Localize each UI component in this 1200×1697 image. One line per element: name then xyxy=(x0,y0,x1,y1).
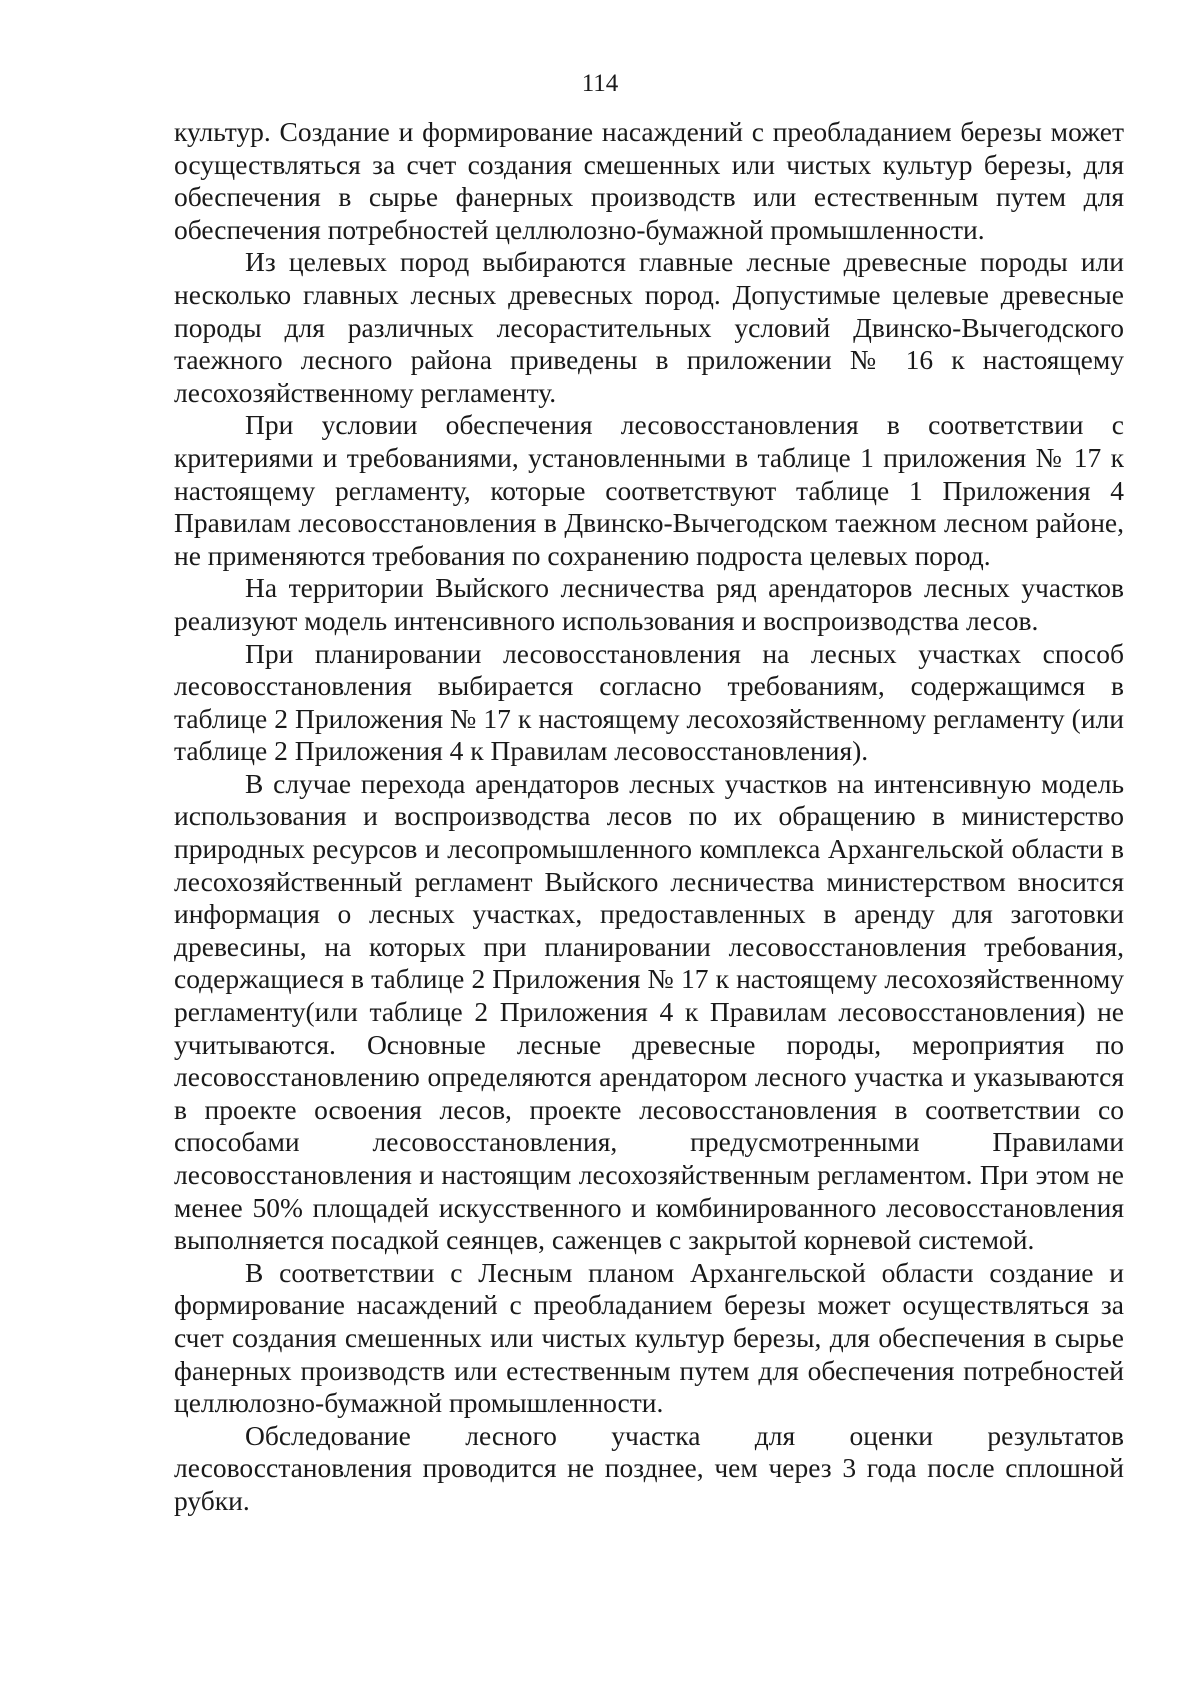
paragraph-target-species: Из целевых пород выбираются главные лесные древесные породы или несколько главных лесных древесных пород. Допустимые целевые древесные породы для различных лесорастительных условий Двинско-Вычегодского таежного лесного района приведены в приложении № 16 к настоящему лесохозяйственному регламенту. xyxy=(174,246,1124,408)
paragraph-reforestation-criteria: При условии обеспечения лесовосстановления в соответствии с критериями и требованиями, установленными в таблице 1 приложения № 17 к настоящему регламенту, которые соответствуют таблице 1 Приложения 4 Правилам лесовосстановления в Двинско-Вычегодском таежном лесном районе, не применяются требования по сохранению подроста целевых пород. xyxy=(174,409,1124,571)
paragraph-birch-plantations: В соответствии с Лесным планом Архангельской области создание и формирование насаждений с преобладанием березы может осуществляться за счет создания смешенных или чистых культур березы, для обеспечения в сырье фанерных производств или естественным путем для обеспечения потребностей целлюлозно-бумажной промышленности. xyxy=(174,1256,1124,1419)
paragraph-lease-transition: В случае перехода арендаторов лесных участков на интенсивную модель использования и воспроизводства лесов по их обращению в министерство природных ресурсов и лесопромышленного комплекса Архангельской области в лесохозяйственный регламент Выйского лесничества министерством вносится информация о лесных участках, предоставленных в аренду для заготовки древесины, на которых при планировании лесовосстановления требования, содержащиеся в таблице 2 Приложения № 17 к настоящему лесохозяйственному регламенту(или таблице 2 Приложения 4 к Правилам лесовосстановления) не учитываются. Основные лесные древесные породы, мероприятия по лесовосстановлению определяются арендатором лесного участка и указываются в проекте освоения лесов, проекте лесовосстановления в соответствии со способами лесовосстановления, предусмотренными Правилами лесовосстановления и настоящим лесохозяйственным регламентом. При этом не менее 50% площадей искусственного и комбинированного лесовосстановления выполняется посадкой сеянцев, саженцев с закрытой корневой системой. xyxy=(174,767,1124,1256)
paragraph-intensive-model: На территории Выйского лесничества ряд арендаторов лесных участков реализуют модель интенсивного использования и воспроизводства лесов. xyxy=(174,572,1124,636)
document-body xyxy=(174,116,1124,1518)
paragraph-continuation: культур. Создание и формирование насаждений с преобладанием березы может осуществляться за счет создания смешенных или чистых культур березы, для обеспечения в сырье фанерных производств или естественным путем для обеспечения потребностей целлюлозно-бумажной промышленности. xyxy=(174,116,1124,245)
page-number: 114 xyxy=(581,70,619,97)
paragraph-reforestation-method: При планировании лесовосстановления на лесных участках способ лесовосстановления выбирается согласно требованиям, содержащимся в таблице 2 Приложения № 17 к настоящему лесохозяйственному регламенту (или таблице 2 Приложения 4 к Правилам лесовосстановления). xyxy=(174,637,1124,767)
paragraph-site-survey: Обследование лесного участка для оценки результатов лесовосстановления проводится не позднее, чем через 3 года после сплошной рубки. xyxy=(174,1419,1124,1516)
